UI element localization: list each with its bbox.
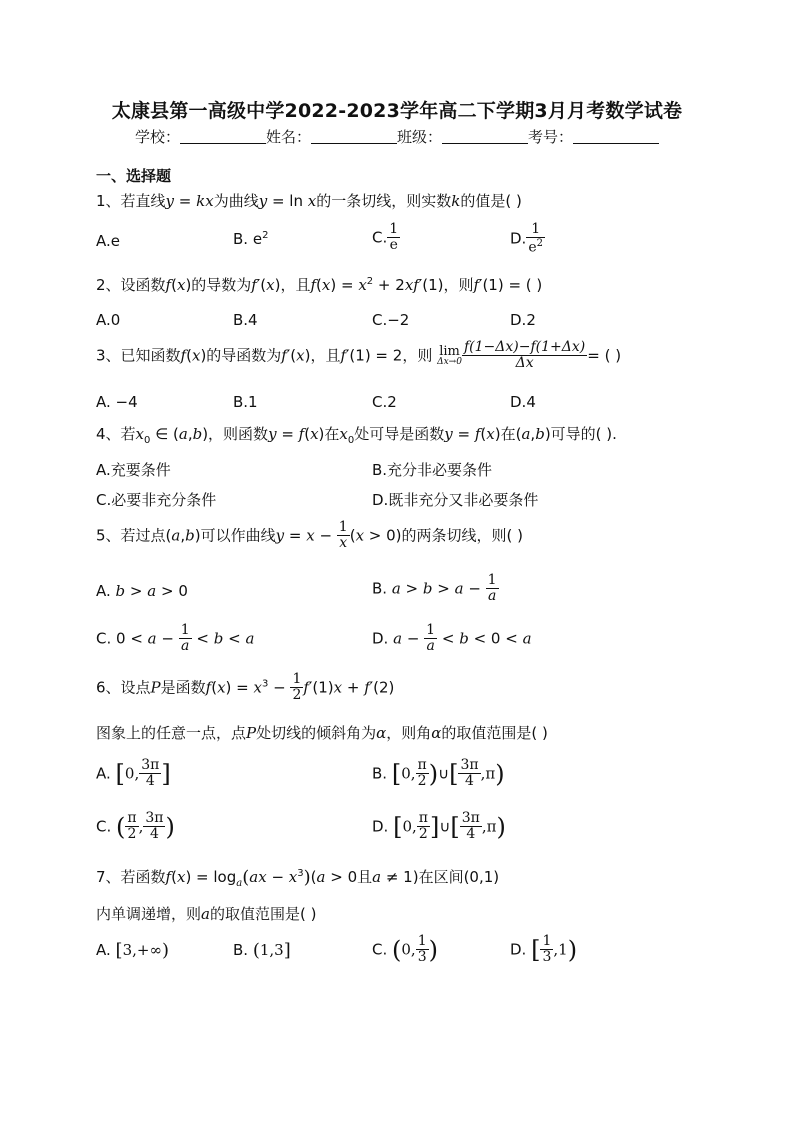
question-6-option-c[interactable]: C. ( $\frac{\pi}{2}$ , $\frac{3\pi}{4}$ ) (96, 810, 175, 843)
question-3-option-b[interactable]: B.1 (233, 393, 258, 411)
school-blank[interactable] (180, 129, 266, 144)
question-2-option-c[interactable]: C.−2 (372, 311, 410, 329)
question-1-option-a[interactable]: A.e (96, 232, 120, 250)
question-4-option-c[interactable]: C.必要非充分条件 (96, 491, 217, 509)
class-blank[interactable] (442, 129, 528, 144)
section-title: 一、选择题 (96, 167, 172, 185)
question-1-option-d[interactable]: D. $\frac{1}{e^2}$ (510, 221, 543, 257)
question-7-option-b[interactable]: B. (1,3] (233, 940, 291, 961)
name-blank[interactable] (311, 129, 397, 144)
question-7-stem-line2: 内单调递增，则a的取值范围是( ) (96, 905, 317, 923)
number-label: 考号： (528, 128, 574, 146)
question-7-option-c[interactable]: C. (0, $\frac{1}{3}$ ) (372, 933, 438, 966)
question-3-option-c[interactable]: C.2 (372, 393, 397, 411)
school-label: 学校： (134, 128, 180, 146)
question-1-option-b[interactable]: B. $e^2$ (233, 230, 269, 248)
question-7-option-d[interactable]: D. [ $\frac{1}{3}$ ,1) (510, 933, 578, 966)
class-label: 班级： (397, 128, 443, 146)
question-5-option-b[interactable]: B. a > b > a − $\frac{1}{a}$ (372, 572, 497, 605)
question-3-option-a[interactable]: A. −4 (96, 393, 138, 411)
question-4-stem: 4、若$x_0$ ∈ (a,b)，则函数y = f(x)在$x_0$处可导是函数y = f(x)在(a,b)可导的( ). (96, 425, 617, 446)
question-3-option-d[interactable]: D.4 (510, 393, 536, 411)
name-label: 姓名： (265, 128, 311, 146)
question-5-stem: 5、若过点(a,b)可以作曲线y = x − $\frac{1}{x}$ (x > 0)的两条切线，则( ) (96, 519, 524, 552)
question-4-option-b[interactable]: B.充分非必要条件 (372, 461, 493, 479)
question-7-option-a[interactable]: A. [3,+∞) (96, 940, 169, 961)
question-2-stem: 2、设函数f(x)的导数为f′(x)，且$f(x) = x^2 + 2xf'(1)$，则f′(1) = ( ) (96, 276, 543, 294)
question-4-option-a[interactable]: A.充要条件 (96, 461, 171, 479)
question-2-option-d[interactable]: D.2 (510, 311, 536, 329)
question-6-option-b[interactable]: B. [0, $\frac{\pi}{2}$ )∪[ $\frac{3\pi}{4}$ ,π) (372, 757, 505, 790)
question-6-option-a[interactable]: A. [0, $\frac{3\pi}{4}$ ] (96, 757, 171, 790)
question-1-stem: 1、若直线y = kx为曲线y = ln x的一条切线，则实数k的值是( ) (96, 192, 522, 210)
question-1-option-c[interactable]: C. $\frac{1}{e}$ (372, 221, 399, 254)
question-5-option-a[interactable]: A. b > a > 0 (96, 582, 188, 600)
question-5-option-d[interactable]: D. a − $\frac{1}{a}$ < b < 0 < a (372, 622, 532, 655)
question-6-option-d[interactable]: D. [0, $\frac{\pi}{2}$ ]∪[ $\frac{3\pi}{4}$ ,π) (372, 810, 506, 843)
question-3-stem: 3、已知函数f(x)的导函数为f′(x)，且f′(1) = 2，则 lim Δx→0 $\frac{f(1-\Delta x)-f(1+\Delta x)}{\Delta x}$ = ( ) (96, 339, 622, 372)
question-2-option-a[interactable]: A.0 (96, 311, 121, 329)
number-blank[interactable] (573, 129, 659, 144)
question-7-stem: 7、若函数$f(x) = \log_a(ax - x^3)(a > 0$且a ≠ 1)在区间(0,1) (96, 867, 500, 889)
question-6-stem-line2: 图象上的任意一点，点P处切线的倾斜角为α，则角α的取值范围是( ) (96, 724, 548, 742)
exam-title: 太康县第一高级中学2022-2023学年高二下学期3月月考数学试卷 (111, 100, 683, 122)
question-2-option-b[interactable]: B.4 (233, 311, 258, 329)
question-4-option-d[interactable]: D.既非充分又非必要条件 (372, 491, 539, 509)
question-6-stem: 6、设点P是函数$f(x) = x^3$ − $\frac{1}{2}$ f′(1)x + f′(2) (96, 671, 395, 704)
student-info-row (0, 126, 794, 147)
question-5-option-c[interactable]: C. 0 < a − $\frac{1}{a}$ < b < a (96, 622, 255, 655)
